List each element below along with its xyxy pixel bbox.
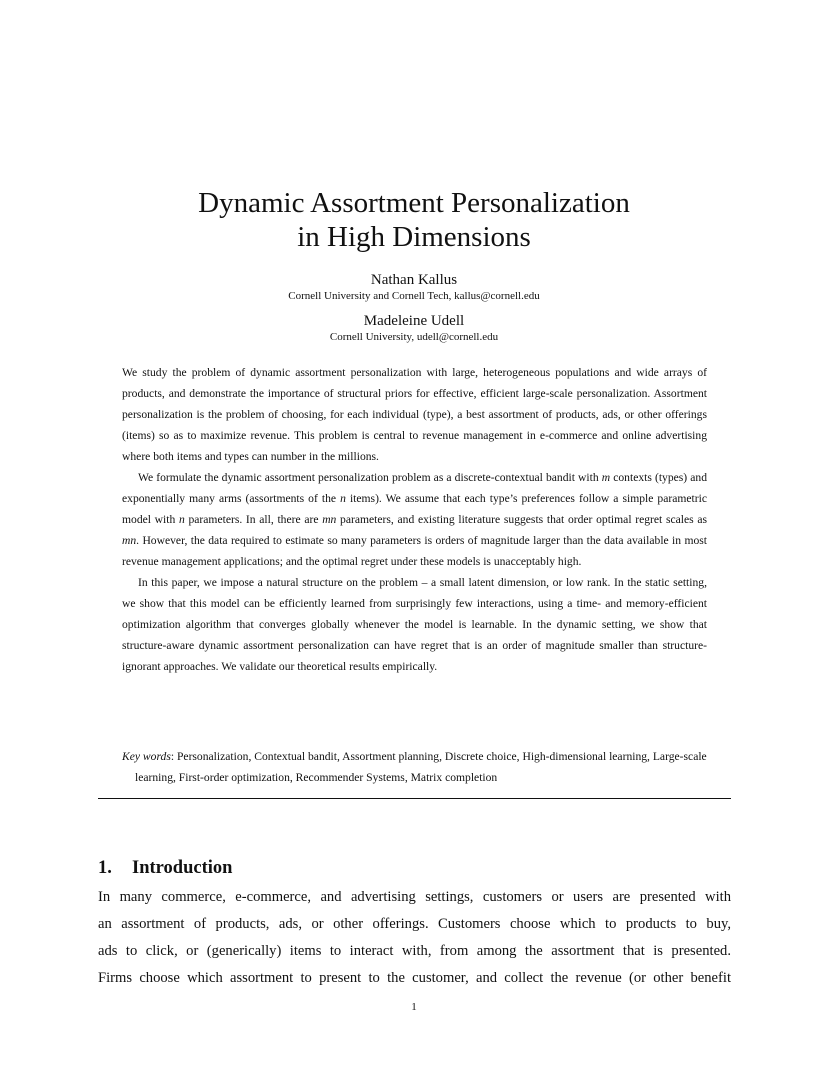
horizontal-rule [98,798,731,799]
page-number: 1 [411,1001,417,1013]
body-line: ads to click, or (generically) items to interact with, from among the assortment that is presented. [98,943,731,959]
author-name: Nathan Kallus [370,272,458,288]
keywords-colon: : [170,750,177,763]
author-affiliation: Cornell University and Cornell Tech, kallus@cornell.edu [288,290,540,302]
abstract-paragraph-3: In this paper, we impose a natural structure on the problem – a small latent dimension, or low rank. In the static setting, we show that this model can be efficiently learned from surprisingly few interactions, using a time- and memory-efficient optimization algorithm that converges globally whenever the model is learnable. In the dynamic setting, we show that structure-aware dynamic assortment personalization can have regret that is an order of magnitude smaller than structure-ignorant approaches. We validate our theoretical results empirically. [122,576,707,673]
abstract-text: contexts (types) and exponentially many arms (assortments of the [122,471,707,505]
math-symbol: n [178,513,185,526]
author-2 [0,312,828,344]
abstract-text: We formulate the dynamic assortment personalization problem as a discrete-contextual bandit with [138,471,602,484]
keywords [122,746,707,788]
abstract-text: parameters. In all, there are [184,513,323,526]
title-line-2: in High Dimensions [297,221,531,253]
math-symbol: mn [122,534,137,547]
abstract-paragraph-2 [122,467,707,572]
author-name: Madeleine Udell [363,313,465,329]
body-line: Firms choose which assortment to present to the customer, and collect the revenue (or other benefit [98,970,731,986]
abstract-text: . However, the data required to estimate so many parameters is orders of magnitude larger than the data available in most revenue management applications; and the optimal regret under these models is unacceptably high. [122,534,707,568]
abstract-text: items). We assume that each type’s preferences follow a simple parametric model with [122,492,707,526]
title-line-1: Dynamic Assortment Personalization [198,187,630,219]
section-heading [98,856,232,880]
abstract [122,362,707,677]
author-1 [0,271,828,303]
math-symbol: m [601,471,611,484]
body-line: In many commerce, e-commerce, and advertising settings, customers or users are presented with [98,889,731,905]
abstract-paragraph-1: We study the problem of dynamic assortment personalization with large, heterogeneous populations and wide arrays of products, and demonstrate the importance of structural priors for effective, efficient large-scale personalization. Assortment personalization is the problem of choosing, for each individual (type), a best assortment of products, ads, or other offerings (items) so as to maximize revenue. This problem is central to revenue management in e-commerce and online advertising where both items and types can number in the millions. [122,366,707,463]
abstract-text: parameters, and existing literature suggests that order optimal regret scales as [336,513,708,526]
section-title: Introduction [132,858,233,878]
keywords-text: Personalization, Contextual bandit, Assortment planning, Discrete choice, High-dimensional learning, Large-scale learning, First-order optimization, Recommender Systems, Matrix completion [135,750,707,784]
section-number: 1. [98,858,112,878]
keywords-label: Key words [122,750,171,763]
math-symbol: mn [322,513,337,526]
math-symbol: n [340,492,346,505]
author-affiliation: Cornell University, udell@cornell.edu [329,331,499,343]
introduction-text [98,884,731,992]
paper-title [0,186,828,254]
body-line: an assortment of products, ads, or other offerings. Customers choose which to products to buy, [98,916,731,932]
